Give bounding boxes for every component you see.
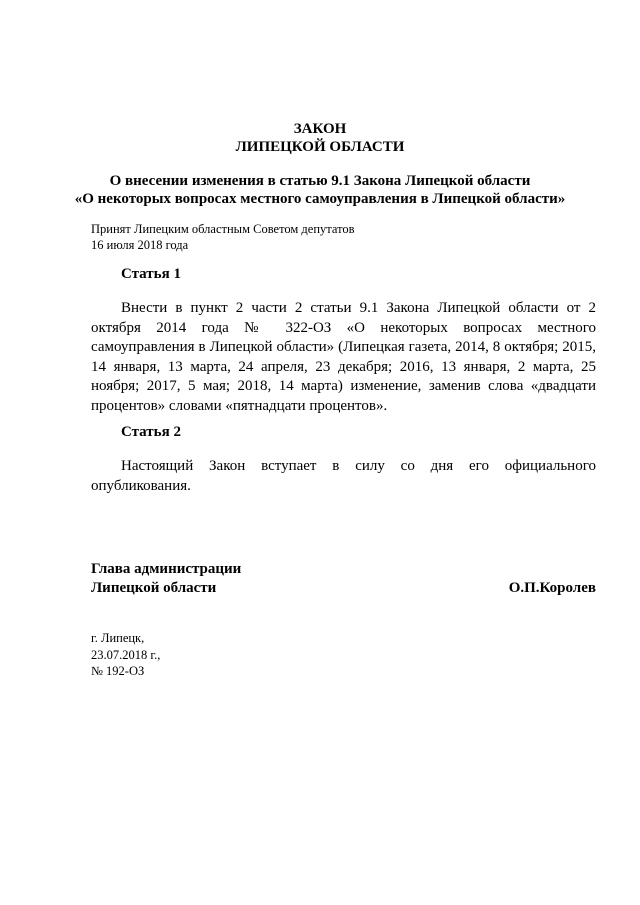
document-type-title: ЗАКОН xyxy=(293,121,347,137)
article-1-text: Внести в пункт 2 части 2 статьи 9.1 Закона Липецкой области от 2 октября 2014 года № 322-ОЗ «О некоторых вопросах местного самоуправления в Липецкой области» (Липецкая газета, 2014, 8 октября; 2015, 14 января, 13 марта, 24 апреля, 23 декабря; 2016, 13 января, 2 марта, 25 ноября; 2017, 5 мая; 2018, 14 марта) изменение, заменив слова «двадцати процентов» словами «пятнадцати процентов». xyxy=(91,300,596,414)
adoption-info xyxy=(91,221,355,253)
footer-number: № 192-ОЗ xyxy=(91,664,145,678)
article-1-title: Статья 1 xyxy=(121,266,181,282)
law-subtitle-line1: О внесении изменения в статью 9.1 Закона Липецкой области xyxy=(109,173,531,189)
document-footer xyxy=(91,630,160,680)
article-2-title: Статья 2 xyxy=(121,424,181,440)
region-title: ЛИПЕЦКОЙ ОБЛАСТИ xyxy=(235,139,405,155)
signatory-position-line2: Липецкой области xyxy=(91,580,217,596)
signatory-position xyxy=(91,560,241,598)
footer-city: г. Липецк, xyxy=(91,631,145,645)
adoption-body: Принят Липецким областным Советом депутатов xyxy=(91,222,355,236)
footer-date: 23.07.2018 г., xyxy=(91,647,161,662)
adoption-date: 16 июля 2018 года xyxy=(91,238,189,252)
article-2-text: Настоящий Закон вступает в силу со дня его официального опубликования. xyxy=(91,458,596,494)
law-subtitle-line2: «О некоторых вопросах местного самоуправления в Липецкой области» xyxy=(74,191,566,207)
signatory-name: О.П.Королев xyxy=(508,580,596,596)
signatory-position-line1: Глава администрации xyxy=(91,561,242,577)
